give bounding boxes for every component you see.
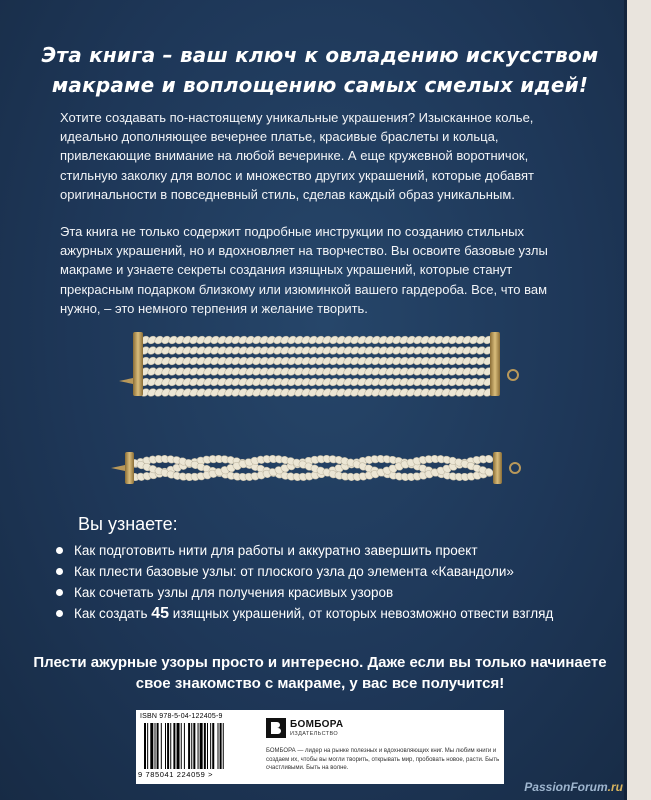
watermark-domain: .ru xyxy=(607,780,623,794)
learn-item xyxy=(52,582,612,603)
publisher-logo-icon xyxy=(266,718,286,738)
clasp-bar-left xyxy=(125,452,134,484)
barcode-bar xyxy=(212,723,214,769)
clasp-bar-right xyxy=(490,332,500,396)
learn-item-text-after: изящных украшений, от которых невозможно отвести взгляд xyxy=(169,606,554,621)
barcode-bar xyxy=(184,723,185,769)
barcode-bar xyxy=(181,723,182,769)
learn-item-text: Как подготовить нити для работы и аккуратно завершить проект xyxy=(74,543,478,558)
headline: Эта книга – ваш ключ к овладению искусством макраме и воплощению самых смелых идей! xyxy=(41,43,599,97)
learn-item-text: Как сочетать узлы для получения красивых узоров xyxy=(74,585,394,600)
description-paragraph: Эта книга не только содержит подробные инструкции по созданию стильных ажурных украшений, но и вдохновляет на творчество. Вы освоите базовые узлы макраме и узнаете секреты создания изящных украшений, которые станут прекрасным подарком близкому или изюминкой вашего гардероба. Все, что вам нужно, – это немного терпения и желание творить. xyxy=(60,224,548,316)
publisher-block xyxy=(258,710,504,784)
clasp-hook xyxy=(119,378,133,384)
barcode-bar xyxy=(173,723,175,769)
bracelet-strand xyxy=(139,356,493,367)
barcode-bar xyxy=(200,723,203,769)
learn-item-text: Как плести базовые узлы: от плоского узла до элемента «Кавандоли» xyxy=(74,564,514,579)
barcode-bar xyxy=(220,723,222,769)
barcode-bar xyxy=(165,723,166,769)
bullet-icon xyxy=(56,547,63,554)
bracelet-strand xyxy=(139,366,493,377)
barcode-bar xyxy=(218,723,219,769)
watermark-name: PassionForum xyxy=(524,780,608,794)
bracelet-strand xyxy=(139,377,493,388)
watermark xyxy=(524,780,623,794)
bullet-icon xyxy=(56,568,63,575)
clasp-hook xyxy=(111,465,125,471)
barcode-bar xyxy=(157,723,159,769)
clasp-bar-right xyxy=(493,452,502,484)
bullet-icon xyxy=(56,610,63,617)
barcode-bar xyxy=(188,723,190,769)
barcode-bar xyxy=(170,723,171,769)
barcode-image xyxy=(142,723,252,769)
learn-item xyxy=(52,561,612,582)
barcode-bar xyxy=(155,723,156,769)
bullet-icon xyxy=(56,589,63,596)
isbn-text: ISBN 978-5-04-122405-9 xyxy=(140,713,223,720)
publisher-subtitle: ИЗДАТЕЛЬСТВО xyxy=(290,731,339,737)
clasp-ring xyxy=(508,370,518,380)
clasp-bar-left xyxy=(133,332,143,396)
barcode-digits: 9 785041 224059 > xyxy=(138,770,214,779)
learn-title: Вы узнаете: xyxy=(78,514,178,534)
learn-item xyxy=(52,603,612,624)
publisher-name: БОМБОРА xyxy=(290,719,344,730)
barcode-block xyxy=(136,710,258,784)
intro-paragraph: Хотите создавать по-настоящему уникальные украшения? Изысканное колье, идеально дополняющее вечернее платье, красивые браслеты и кольца, привлекающие внимание на любой вечеринке. А еще кружевной воротничок, стильную заколку для волос и множество других украшений, которые добавят оригинальности в повседневный стиль, сделав каждый образ уникальным. xyxy=(60,110,534,202)
barcode-bar xyxy=(167,723,169,769)
footer-slogan: Плести ажурные узоры просто и интересно. Даже если вы только начинаете свое знакомство с макраме, у вас все получится! xyxy=(33,654,607,692)
barcode-bar xyxy=(193,723,195,769)
bracelet-strand xyxy=(139,345,493,356)
barcode-bar xyxy=(210,723,211,769)
braided-bracelet xyxy=(111,452,520,484)
barcode-bar xyxy=(191,723,192,769)
learn-item-number: 45 xyxy=(151,605,170,622)
learn-item-text-before: Как создать xyxy=(74,606,152,621)
barcode-bar xyxy=(223,723,224,769)
barcode-bar xyxy=(147,723,148,769)
bracelet-strand xyxy=(139,387,493,398)
multi-strand-bracelet xyxy=(119,332,518,398)
learn-item xyxy=(52,540,612,561)
bracelets-photo xyxy=(95,318,545,508)
barcode-bar xyxy=(150,723,153,769)
barcode-bar xyxy=(198,723,199,769)
cover-spine-edge xyxy=(627,0,651,800)
barcode-bar xyxy=(207,723,208,769)
barcode-bar xyxy=(177,723,180,769)
barcode-bar xyxy=(161,723,162,769)
barcode-bar xyxy=(144,723,146,769)
barcode-bar xyxy=(204,723,206,769)
publisher-description: БОМБОРА — лидер на рынке полезных и вдохновляющих книг. Мы любим книги и создаем их, чтобы вы могли творить, открывать мир, пробовать новое, расти. Быть счастливыми. Быть на волне. xyxy=(266,748,500,772)
bracelet-strand xyxy=(139,335,493,346)
learn-list xyxy=(52,540,612,624)
clasp-ring xyxy=(510,463,520,473)
